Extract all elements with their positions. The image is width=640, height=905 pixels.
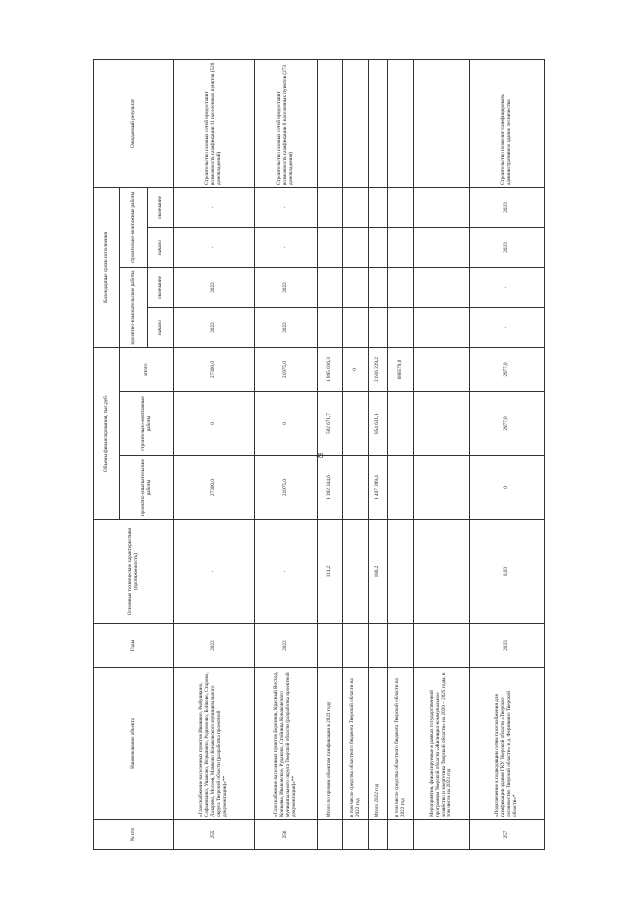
cell-total: 27300,0 [174,348,255,392]
cell-constr-start [388,228,414,268]
table-row [469,60,544,850]
cell-name: в том числе средства областного бюджета Тверской области на 2022 год [388,668,414,820]
cell-name: «Подключение к подводящим сетям газоснабжения для газификации здания ГКУ Тверской области «Тверское лесничество Тверской области» в д. Ферязкино Тверской области»* [469,668,544,820]
cell-years [343,624,369,668]
table-row [174,60,255,850]
cell-constr-start [414,228,470,268]
header-schedule-design: проектно-изыскательские работы [120,268,148,348]
cell-characteristics: 186,2 [369,520,388,624]
cell-design-end [317,268,343,308]
cell-design [388,456,414,520]
table-row [343,60,369,850]
header-schedule: Календарные сроки исполнения [94,188,120,348]
cell-constr-end [317,188,343,228]
cell-characteristics: 113,2 [317,520,343,624]
header-name: Наименование объекта [94,668,174,820]
header-constr-end: окончание [148,188,174,228]
cell-design-end [414,268,470,308]
cell-design [343,456,369,520]
cell-constr-start: 2023 [469,228,544,268]
cell-total: 0 [343,348,369,392]
cell-design: 1 392 344,6 [317,456,343,520]
cell-num [414,820,470,850]
cell-total: 688579,0 [388,348,414,392]
header-total: итого [120,348,174,392]
cell-years [388,624,414,668]
cell-construction: 502 671,7 [317,392,343,456]
cell-num [388,820,414,850]
cell-construction [414,392,470,456]
cell-result [369,60,388,188]
cell-constr-end: - [255,188,317,228]
cell-design-start [369,308,388,348]
cell-total: 1 895 016,3 [317,348,343,392]
header-design-end: окончание [148,268,174,308]
cell-characteristics [414,520,470,624]
cell-name: Мероприятия, финансируемые в рамках государственной программы Тверской области «Жилищно-коммунальное хозяйство и энергетика Тверской области» на 2020 – 2025 годы, в том числе на 2023 год [414,668,470,820]
table-row [414,60,470,850]
cell-result: Строительство газовых сетей предоставит возможность газификации 6 населенных пунктов (273 домовладения) [255,60,317,188]
table-row [255,60,317,850]
header-num: № п/п [94,820,174,850]
cell-design-start [414,308,470,348]
cell-constr-end: - [174,188,255,228]
cell-characteristics: 0,03 [469,520,544,624]
cell-name: в том числе средства областного бюджета Тверской области на 2022 год [343,668,369,820]
cell-design-end [388,268,414,308]
cell-constr-end [343,188,369,228]
cell-result: Строительство позволит газифицировать административное здание лесничества [469,60,544,188]
table-row [369,60,388,850]
rotated-table-container [93,60,545,850]
cell-num: 256 [255,820,317,850]
cell-years [369,624,388,668]
cell-constr-start [343,228,369,268]
cell-design-end: 2022 [174,268,255,308]
header-schedule-construction: строительно-монтажные работы [120,188,148,268]
cell-num: 257 [469,820,544,850]
cell-years: 2022 [255,624,317,668]
header-design-start: начало [148,308,174,348]
header-construction-work: строительно-монтажные работы [120,392,174,456]
cell-constr-start: - [255,228,317,268]
cell-construction [343,392,369,456]
cell-name: Итого по прочим объектам газификации в 2022 году [317,668,343,820]
cell-constr-end [388,188,414,228]
cell-num: 255 [174,820,255,850]
cell-design-start [317,308,343,348]
cell-constr-start [369,228,388,268]
cell-design-start: - [469,308,544,348]
cell-design: 27300,0 [174,456,255,520]
cell-characteristics: - [174,520,255,624]
gasification-objects-table [93,59,545,850]
cell-num [343,820,369,850]
page-number: 49 [316,452,324,460]
cell-constr-end: 2023 [469,188,544,228]
cell-design: 1 407 399,4 [369,456,388,520]
cell-design-start [388,308,414,348]
cell-design-start [343,308,369,348]
header-constr-start: начало [148,228,174,268]
cell-constr-end [414,188,470,228]
cell-num [317,820,343,850]
cell-characteristics [388,520,414,624]
cell-construction: 0 [255,392,317,456]
cell-constr-start: - [174,228,255,268]
cell-result [317,60,343,188]
table-row [317,60,343,850]
header-result: Ожидаемый результат [94,60,174,188]
cell-years: 2022 [174,624,255,668]
cell-construction: 2977,0 [469,392,544,456]
cell-result: Строительство газовых сетей предоставит возможность газификации 11 населенных пунктов (520 домовладений) [174,60,255,188]
header-characteristics: Основные технические характеристики (протяженность) [94,520,174,624]
header-years: Годы [94,624,174,668]
cell-design [414,456,470,520]
cell-years [414,624,470,668]
cell-total: 21975,0 [255,348,317,392]
cell-design: 0 [469,456,544,520]
cell-total [414,348,470,392]
cell-design-start: 2022 [255,308,317,348]
header-funding: Объемы финансирования, тыс.руб. [94,348,120,520]
cell-constr-end [369,188,388,228]
table-row [388,60,414,850]
cell-design: 21975,0 [255,456,317,520]
cell-constr-start [317,228,343,268]
cell-design-start: 2022 [174,308,255,348]
cell-years: 2023 [469,624,544,668]
cell-design-end [369,268,388,308]
cell-total: 2 616 229,2 [369,348,388,392]
cell-num [369,820,388,850]
cell-design-end: 2022 [255,268,317,308]
cell-name: «Газоснабжение населенных пунктов Ивашино, Рыбушкино, Софьинкино, Ушаково, Ворыпино, Родионово, Бойково, Старово, Лазарево, Мосеев, Мамково Конаковского муниципального округа Тверской области (разработка проектной документации)»** [174,668,255,820]
cell-construction: 0 [174,392,255,456]
cell-design-end [343,268,369,308]
cell-result [414,60,470,188]
cell-construction: 854 631,1 [369,392,388,456]
cell-result [343,60,369,188]
cell-characteristics: - [255,520,317,624]
cell-name: Итого 2022 год [369,668,388,820]
cell-name: «Газоснабжение населенных пунктов Березник, Красный Восход, Копцевы, Ивановское, Рудаково, Стойница Конаковского муниципального округа Тверской области (разработка проектной документации)»** [255,668,317,820]
cell-total: 2977,0 [469,348,544,392]
cell-years [317,624,343,668]
cell-result [388,60,414,188]
cell-design-end: - [469,268,544,308]
cell-characteristics [343,520,369,624]
header-design-work: проектно-изыскательские работы [120,456,174,520]
cell-construction [388,392,414,456]
